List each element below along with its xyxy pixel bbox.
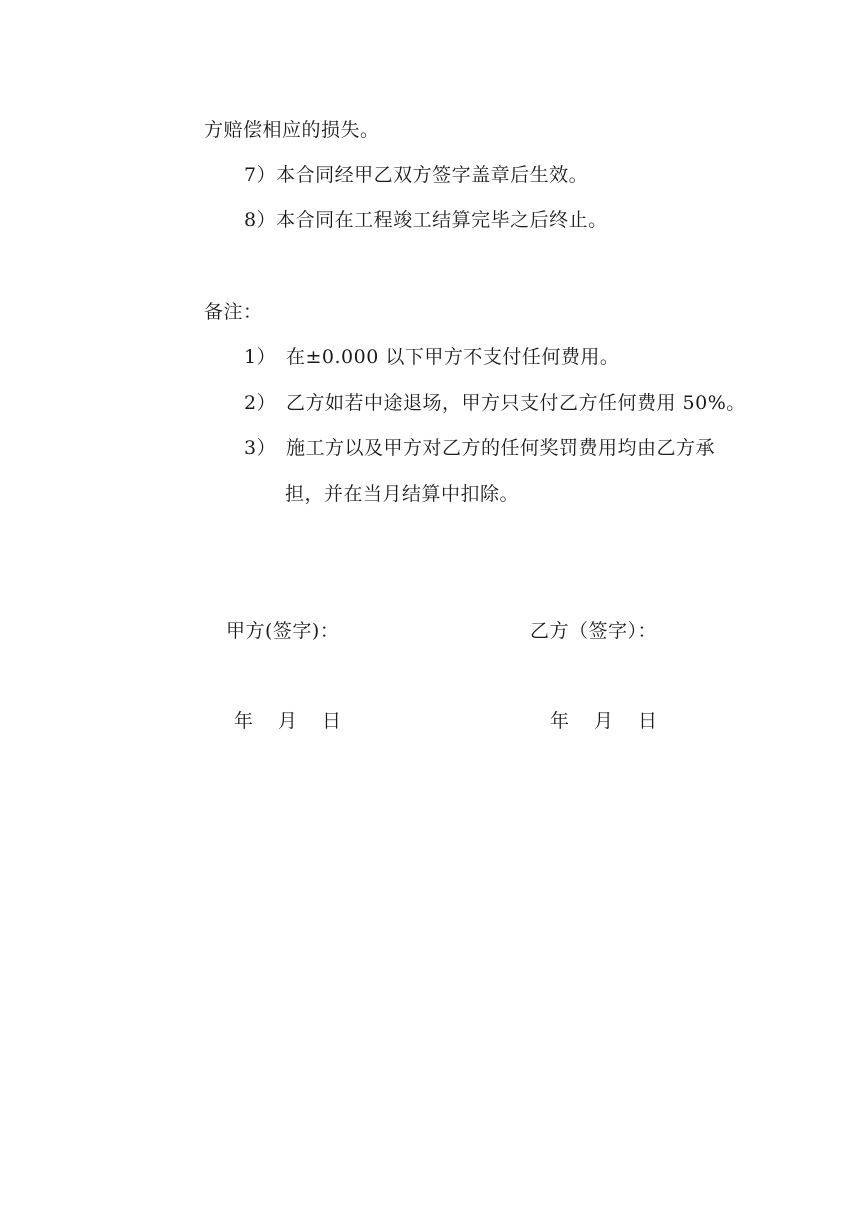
remark-item-1-text: 在±0.000 以下甲方不支付任何费用。 [286,346,620,368]
clause-6-continuation: 方赔偿相应的损失。 [204,119,380,141]
remark-item-1-number: 1） [244,346,277,368]
party-a-signature-label: 甲方(签字)： [226,620,340,642]
remark-item-2-text: 乙方如若中途退场，甲方只支付乙方任何费用 50%。 [286,392,746,414]
clause-8: 8）本合同在工程竣工结算完毕之后终止。 [244,209,608,231]
party-b-date: 年 月 日 [550,710,661,732]
remark-item-3-number: 3） [244,437,277,459]
remark-item-1 [244,345,619,369]
remark-item-2 [244,391,746,415]
party-a-date: 年 月 日 [234,710,345,732]
remarks-heading: 备注： [204,301,263,323]
remark-item-3-continuation: 担，并在当月结算中扣除。 [285,483,520,505]
remark-item-3 [244,436,715,460]
remark-item-2-number: 2） [244,392,277,414]
clause-7: 7）本合同经甲乙双方签字盖章后生效。 [244,164,589,186]
party-b-signature-label: 乙方（签字）： [530,620,658,642]
remark-item-3-text: 施工方以及甲方对乙方的任何奖罚费用均由乙方承 [286,437,716,459]
